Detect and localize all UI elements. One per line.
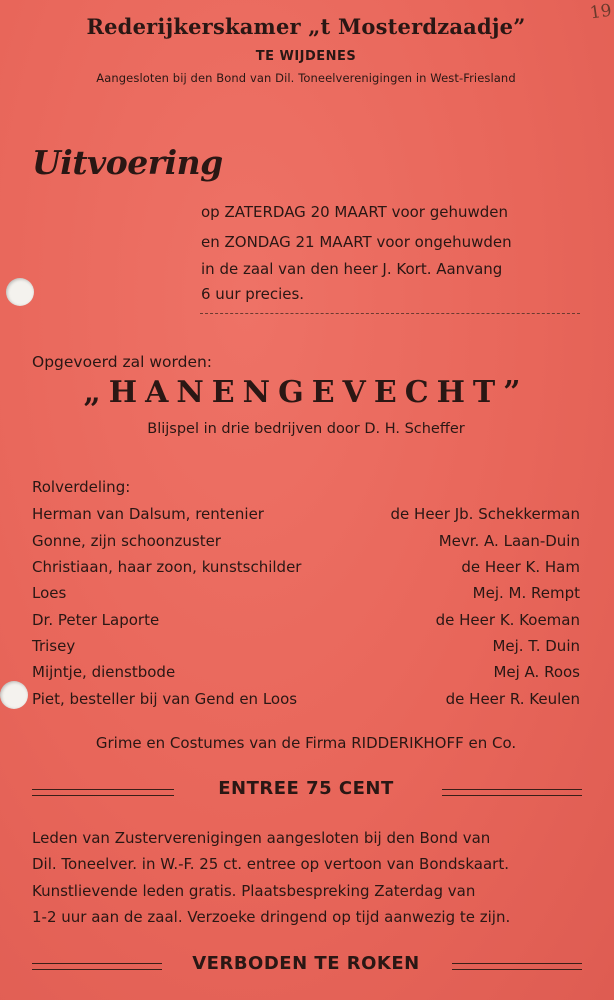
punch-hole-top <box>6 278 34 306</box>
double-rule-right <box>452 963 582 970</box>
cast-actor: Mej A. Roos <box>493 663 580 681</box>
performance-line: in de zaal van den heer J. Kort. Aanvang <box>201 260 503 278</box>
cast-actor: de Heer K. Ham <box>461 558 580 576</box>
admission-price: ENTREE 75 CENT <box>218 778 394 799</box>
performance-heading: Uitvoering <box>32 143 223 182</box>
cast-role: Piet, besteller bij van Gend en Loos <box>32 690 298 708</box>
cast-role: Gonne, zijn schoonzuster <box>32 532 221 550</box>
cast-role: Dr. Peter Laporte <box>32 611 160 629</box>
play-subtitle: Blijspel in drie bedrijven door D. H. Scheffer <box>147 421 465 437</box>
members-line: 1-2 uur aan de zaal. Verzoeke dringend op tijd aanwezig te zijn. <box>32 908 511 926</box>
cast-actor: de Heer K. Koeman <box>435 611 580 629</box>
dotted-divider <box>200 313 580 314</box>
corner-mark: 19 <box>589 0 614 24</box>
cast-actor: de Heer Jb. Schekkerman <box>390 505 580 523</box>
cast-role: Loes <box>32 584 67 602</box>
performance-line: 6 uur precies. <box>201 285 305 303</box>
cast-heading: Rolverdeling: <box>32 478 131 496</box>
performance-line: op ZATERDAG 20 MAART voor gehuwden <box>201 203 509 221</box>
performance-line: en ZONDAG 21 MAART voor ongehuwden <box>201 233 512 251</box>
affiliation-line: Aangesloten bij den Bond van Dil. Toneelverenigingen in West-Friesland <box>96 71 516 85</box>
costume-credits: Grime en Costumes van de Firma RIDDERIKHOFF en Co. <box>95 734 517 752</box>
cast-role: Mijntje, dienstbode <box>32 663 176 681</box>
society-title: Rederijkerskamer „t Mosterdzaadje” <box>86 14 526 39</box>
members-line: Kunstlievende leden gratis. Plaatsbespreking Zaterdag van <box>32 882 476 900</box>
play-intro: Opgevoerd zal worden: <box>32 353 213 371</box>
punch-hole-bottom <box>0 681 28 709</box>
members-line: Dil. Toneelver. in W.-F. 25 ct. entree op vertoon van Bondskaart. <box>32 855 509 873</box>
cast-role: Trisey <box>32 637 76 655</box>
cast-actor: Mevr. A. Laan-Duin <box>438 532 580 550</box>
cast-actor: Mej. M. Rempt <box>472 584 580 602</box>
no-smoking-notice: VERBODEN TE ROKEN <box>192 953 420 974</box>
location-subtitle: TE WIJDENES <box>255 49 357 64</box>
double-rule-right <box>442 789 582 796</box>
members-line: Leden van Zusterverenigingen aangesloten bij den Bond van <box>32 829 491 847</box>
play-title: „HANENGEVECHT” <box>83 375 529 410</box>
cast-role: Christiaan, haar zoon, kunstschilder <box>32 558 302 576</box>
cast-actor: de Heer R. Keulen <box>445 690 580 708</box>
cast-role: Herman van Dalsum, rentenier <box>32 505 264 523</box>
cast-actor: Mej. T. Duin <box>492 637 580 655</box>
